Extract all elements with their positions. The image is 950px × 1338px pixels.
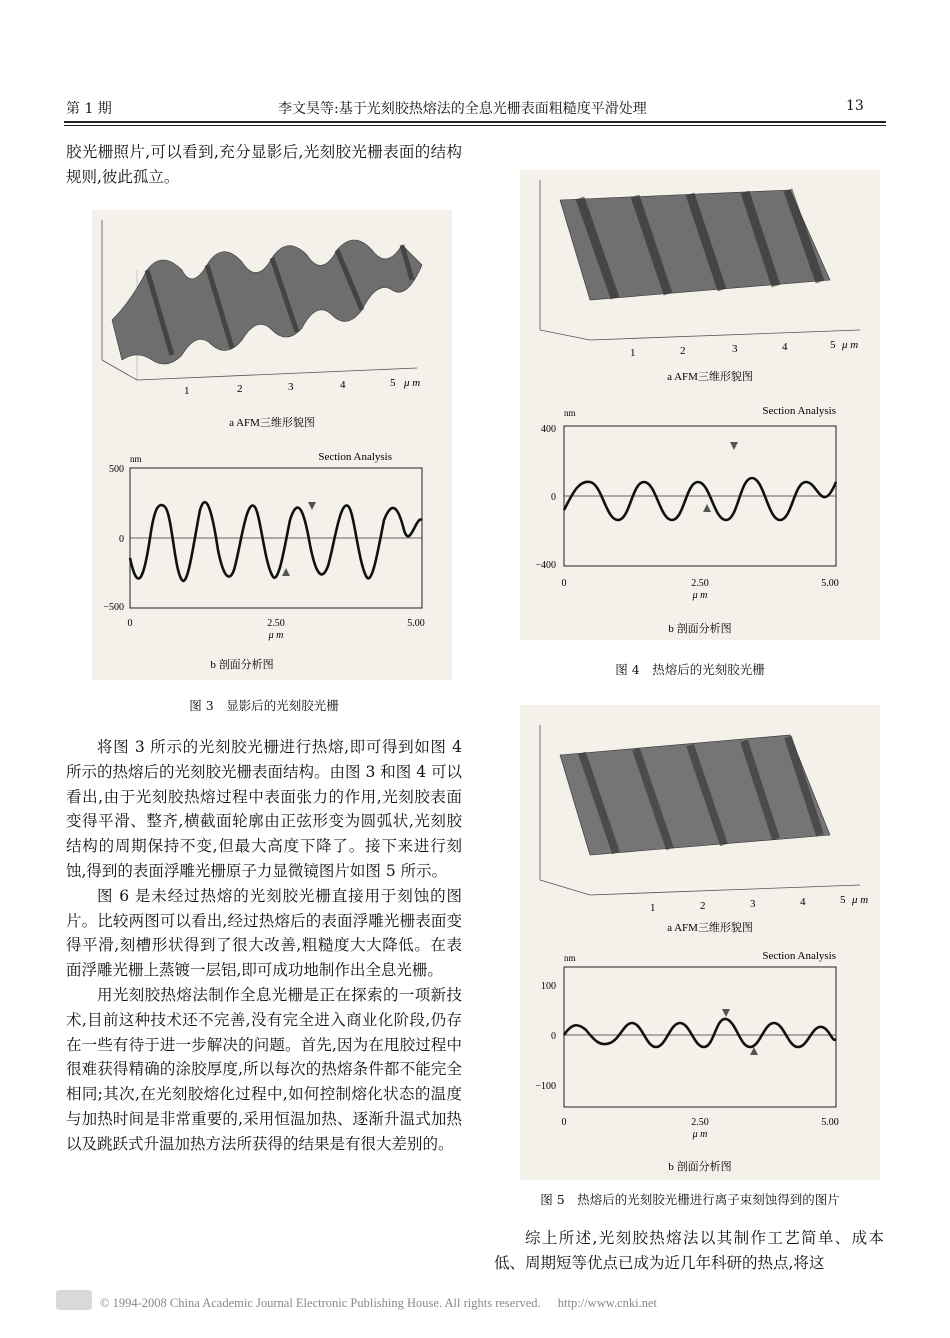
running-title: 李文昊等:基于光刻胶热熔法的全息光栅表面粗糙度平滑处理	[278, 101, 647, 117]
left-paragraphs	[66, 735, 462, 1157]
afm-xtick: 2	[237, 383, 243, 395]
x-tick: 5.00	[821, 1117, 839, 1128]
subcaption-b: b 剖面分析图	[210, 659, 274, 671]
x-unit: μ m	[692, 590, 708, 601]
x-tick: 5.00	[407, 618, 425, 629]
cnki-logo-icon	[56, 1290, 92, 1310]
y-unit: nm	[130, 454, 142, 464]
afm-xtick: 4	[782, 341, 788, 353]
afm-xtick: 1	[650, 902, 656, 914]
x-tick: 0	[561, 1117, 567, 1128]
section-title: Section Analysis	[762, 405, 836, 417]
y-tick: −100	[535, 1081, 556, 1092]
afm-xtick: 2	[700, 900, 706, 912]
x-tick: 5.00	[821, 578, 839, 589]
header-rule-thin	[64, 125, 886, 126]
copyright-footer	[100, 1296, 657, 1311]
y-tick: 400	[541, 424, 556, 435]
subcaption-a: a AFM三维形貌图	[229, 417, 315, 429]
figure-5-caption: 图 5 热熔后的光刻胶光栅进行离子束刻蚀得到的图片	[540, 1192, 840, 1207]
x-tick: 2.50	[691, 578, 709, 589]
y-tick: 0	[119, 534, 124, 545]
afm-xtick: 2	[680, 345, 686, 357]
afm-unit: μ m	[404, 377, 421, 389]
paragraph: 将图 3 所示的光刻胶光栅进行热熔,即可得到如图 4 所示的热熔后的光刻胶光栅表面结构。由图 3 和图 4 可以看出,由于光刻胶热熔过程中表面张力的作用,光刻胶表面变得平滑、整齐,横截面轮廓由正弦形变为圆弧状,光刻胶结构的周期保持不变,但最大高度下降了。接下来进行刻蚀,得到的表面浮雕光栅原子力显微镜图片如图 5 所示。	[66, 738, 462, 880]
subcaption-a: a AFM三维形貌图	[667, 922, 753, 934]
paragraph: 用光刻胶热熔法制作全息光栅是正在探索的一项新技术,目前这种技术还不完善,没有完全进入商业化阶段,仍存在一些有待于进一步解决的问题。首先,因为在甩胶过程中很难获得精确的涂胶厚度,所以每次的热熔条件都不能完全相同;其次,在光刻胶熔化过程中,如何控制熔化状态的温度与加热时间是非常重要的,采用恒温加热、逐渐升温式加热以及跳跃式升温加热方法所获得的结果是有很大差别的。	[66, 985, 462, 1153]
subcaption-b: b 剖面分析图	[668, 1161, 732, 1173]
afm-3d-plot	[102, 220, 422, 380]
afm-xtick: 5	[830, 339, 836, 351]
y-tick: 500	[109, 464, 124, 475]
page-number: 13	[846, 98, 864, 114]
x-tick: 2.50	[691, 1117, 709, 1128]
footer-url[interactable]: http://www.cnki.net	[557, 1296, 657, 1310]
figure-5-graphic	[520, 705, 880, 1180]
figure-3-caption: 图 3 显影后的光刻胶光栅	[189, 698, 339, 713]
afm-xtick: 1	[184, 385, 190, 397]
afm-xtick: 4	[800, 896, 806, 908]
x-unit: μ m	[692, 1129, 708, 1140]
section-profile-line	[564, 478, 836, 520]
y-unit: nm	[564, 408, 576, 418]
afm-3d-plot	[540, 725, 860, 895]
afm-xtick: 3	[750, 898, 756, 910]
y-tick: −500	[103, 602, 124, 613]
afm-xtick: 3	[732, 343, 738, 355]
paragraph: 图 6 是未经过热熔的光刻胶光栅直接用于刻蚀的图片。比较两图可以看出,经过热熔后的表面浮雕光栅表面变得平滑,刻槽形状得到了很大改善,粗糙度大大降低。在表面浮雕光栅上蒸镀一层铝,即可成功地制作出全息光栅。	[66, 886, 462, 980]
figure-5	[520, 705, 880, 1180]
x-unit: μ m	[268, 630, 284, 641]
subcaption-a: a AFM三维形貌图	[667, 371, 753, 383]
figure-3-graphic	[92, 210, 452, 680]
afm-xtick: 3	[288, 381, 294, 393]
afm-xtick: 5	[390, 377, 396, 389]
x-tick: 2.50	[267, 618, 285, 629]
left-paragraph-1: 胶光栅照片,可以看到,充分显影后,光刻胶光栅表面的结构规则,彼此孤立。	[66, 143, 462, 186]
afm-unit: μ m	[842, 339, 859, 351]
section-title: Section Analysis	[762, 950, 836, 962]
right-paragraph-1: 综上所述,光刻胶热熔法以其制作工艺简单、成本低、周期短等优点已成为近几年科研的热点,将这	[494, 1229, 884, 1272]
y-tick: 0	[551, 1031, 556, 1042]
figure-4	[520, 170, 880, 640]
section-plot-frame	[564, 967, 836, 1107]
afm-3d-plot	[540, 180, 860, 340]
afm-unit: μ m	[852, 894, 869, 906]
y-unit: nm	[564, 953, 576, 963]
section-title: Section Analysis	[318, 451, 392, 463]
header-rule	[64, 121, 886, 123]
section-profile-line	[564, 1019, 836, 1047]
afm-xtick: 1	[630, 347, 636, 359]
journal-issue: 第 1 期	[66, 101, 112, 117]
y-tick: −400	[535, 560, 556, 571]
y-tick: 100	[541, 981, 556, 992]
x-tick: 0	[561, 578, 567, 589]
subcaption-b: b 剖面分析图	[668, 623, 732, 635]
section-profile-line	[130, 502, 422, 581]
copyright-text: © 1994-2008 China Academic Journal Electronic Publishing House. All rights reserved.	[100, 1296, 541, 1310]
afm-xtick: 4	[340, 379, 346, 391]
figure-4-caption: 图 4 热熔后的光刻胶光栅	[615, 662, 765, 677]
afm-xtick: 5	[840, 894, 846, 906]
x-tick: 0	[127, 618, 133, 629]
figure-4-graphic	[520, 170, 880, 640]
y-tick: 0	[551, 492, 556, 503]
figure-3	[92, 210, 452, 680]
